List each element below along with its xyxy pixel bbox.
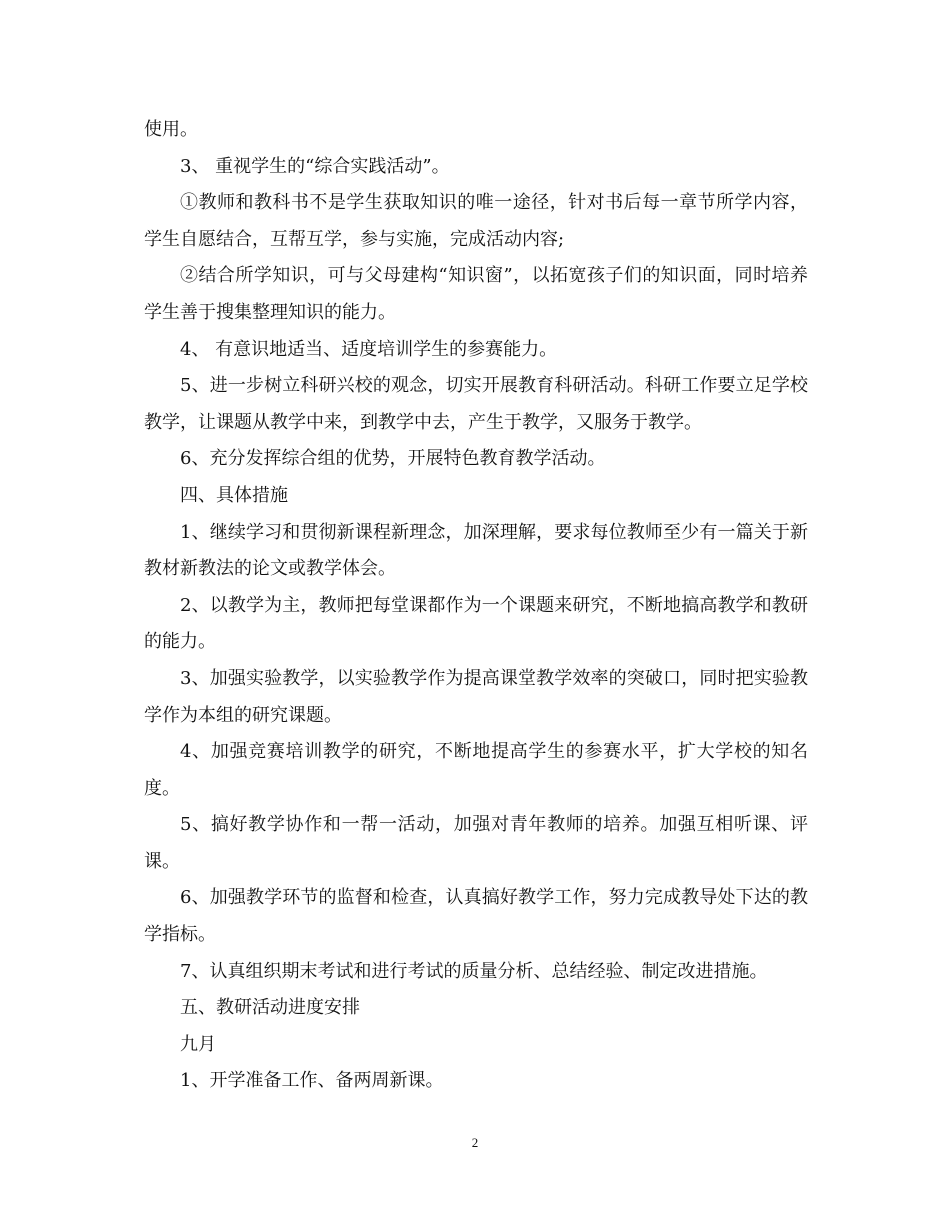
paragraph: 使用。 — [144, 119, 198, 140]
section-heading: 四、具体措施 — [180, 484, 288, 506]
paragraph: 2、以教学为主，教师把每堂课都作为一个课题来研究，不断地搞高教学和教研的能力。 — [144, 594, 808, 653]
paragraph: 7、认真组织期末考试和进行考试的质量分析、总结经验、制定改进措施。 — [180, 960, 768, 982]
paragraph: 6、充分发挥综合组的优势，开展特色教育教学活动。 — [180, 448, 606, 470]
page-number: 2 — [471, 1135, 479, 1150]
paragraph: 4、加强竞赛培训教学的研究，不断地提高学生的参赛水平，扩大学校的知名度。 — [144, 741, 808, 799]
paragraph: 4、 有意识地适当、适度培训学生的参赛能力。 — [180, 338, 558, 360]
paragraph: 3、加强实验教学，以实验教学作为提高课堂教学效率的突破口，同时把实验教学作为本组的研究课题。 — [144, 667, 808, 726]
paragraph: 5、进一步树立科研兴校的观念，切实开展教育科研活动。科研工作要立足学校教学，让课题从教学中来，到教学中去，产生于教学，又服务于教学。 — [144, 375, 808, 433]
paragraph: ②结合所学知识，可与父母建构“知识窗”，以拓宽孩子们的知识面，同时培养学生善于搜集整理知识的能力。 — [144, 265, 808, 323]
paragraph: 3、 重视学生的“综合实践活动”。 — [180, 155, 450, 177]
paragraph: 1、继续学习和贯彻新课程新理念，加深理解，要求每位教师至少有一篇关于新教材新教法的论文或教学体会。 — [144, 521, 808, 580]
paragraph: 6、加强教学环节的监督和检查，认真搞好教学工作，努力完成教导处下达的教学指标。 — [144, 887, 808, 946]
document-body — [144, 112, 808, 1100]
paragraph: ①教师和教科书不是学生获取知识的唯一途径，针对书后每一章节所学内容，学生自愿结合，互帮互学，参与实施，完成活动内容; — [144, 192, 808, 250]
section-heading: 五、教研活动进度安排 — [180, 997, 360, 1019]
paragraph: 1、开学准备工作、备两周新课。 — [180, 1070, 444, 1092]
paragraph: 5、搞好教学协作和一帮一活动，加强对青年教师的培养。加强互相听课、评课。 — [144, 814, 808, 872]
month-heading: 九月 — [180, 1033, 216, 1055]
